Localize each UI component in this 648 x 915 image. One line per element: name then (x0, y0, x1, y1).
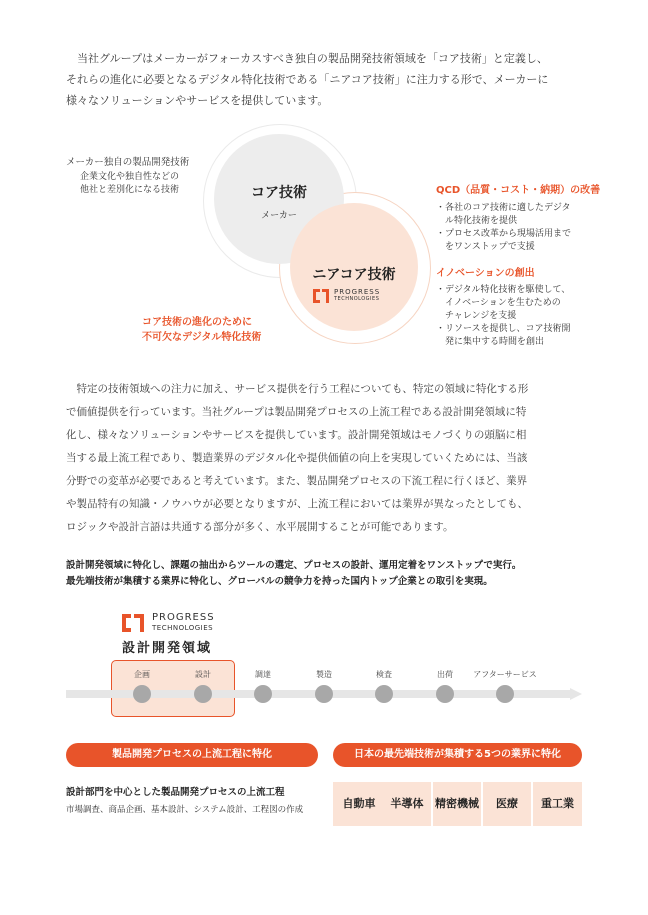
progress-logo-subtext: TECHNOLOGIES (334, 296, 380, 302)
body-line: 分野での変革が必要であると考えています。また、製品開発プロセスの下流工程に行くほど、業界 (66, 475, 528, 487)
step-label: 調達 (255, 670, 271, 679)
step-label: 設計 (195, 670, 211, 679)
body-paragraph (66, 378, 528, 539)
step-dot (194, 685, 212, 703)
intro-paragraph (66, 48, 548, 111)
step-dot (496, 685, 514, 703)
core-technology-diagram (0, 120, 648, 360)
intro-line: 様々なソリューションやサービスを提供しています。 (66, 94, 329, 107)
step-dot (133, 685, 151, 703)
step-label: 企画 (134, 670, 150, 679)
body-line: で価値提供を行っています。当社グループは製品開発プロセスの上流工程である設計開発領域に特 (66, 406, 527, 418)
qcd-line: ・プロセス改革から現場活用まで (436, 229, 572, 239)
industry-heavy: 重工業 (533, 782, 582, 826)
maker-desc-line: 企業文化や独自性などの (80, 172, 180, 182)
step-label: アフターサービス (473, 670, 537, 679)
qcd-list (436, 202, 571, 254)
maker-title: メーカー独自の製品開発技術 (66, 157, 190, 168)
innovation-line: チャレンジを支援 (436, 311, 517, 321)
qcd-title: QCD（品質・コスト・納期）の改善 (436, 185, 601, 196)
step-dot (436, 685, 454, 703)
body-line: 当する最上流工程であり、製造業界のデジタル化や提供価値の向上を実現していくためには、当該 (66, 452, 528, 464)
progress-logo-mark-icon (122, 614, 144, 632)
innovation-line: ・リソースを提供し、コア技術開 (436, 324, 571, 334)
innovation-list (436, 284, 571, 349)
process-flow (0, 660, 648, 720)
process-logo (122, 612, 242, 634)
qcd-line: ・各社のコア技術に適したデジタ (436, 203, 571, 213)
industry-automotive: 自動車 (333, 782, 385, 826)
innovation-line: イノベーションを生むための (436, 298, 561, 308)
progress-logo-mark-icon (313, 289, 329, 303)
step-dot (315, 685, 333, 703)
upstream-heading: 設計部門を中心とした製品開発プロセスの上流工程 (66, 787, 285, 798)
body-line: 化し、様々なソリューションやサービスを提供しています。設計開発領域はモノづくりの頭脳に相 (66, 429, 527, 441)
step-dot (254, 685, 272, 703)
body-line: ロジックや設計言語は共通する部分が多く、水平展開することが可能であります。 (66, 521, 454, 533)
industry-semiconductor: 半導体 (383, 782, 431, 826)
industries-pill: 日本の最先端技術が集積する5つの業界に特化 (333, 743, 582, 767)
qcd-line: をワンストップで支援 (436, 242, 535, 252)
summary-line: 設計開発領域に特化し、課題の抽出からツールの選定、プロセスの設計、運用定着をワンストップで実行。 (66, 560, 522, 571)
upstream-desc: 市場調査、商品企画、基本設計、システム設計、工程図の作成 (66, 805, 304, 815)
body-line: 特定の技術領域への注力に加え、サービス提供を行う工程についても、特定の領域に特化する形 (66, 383, 529, 395)
core-subtitle: メーカー (261, 211, 297, 221)
industry-medical: 医療 (483, 782, 531, 826)
innovation-line: 発に集中する時間を創出 (436, 337, 545, 347)
process-logo-text: PROGRESS (152, 612, 215, 623)
digital-tech-line: コア技術の進化のために (142, 317, 252, 328)
progress-logo-text: PROGRESS (334, 288, 381, 296)
progress-logo (313, 288, 403, 304)
industry-precision-machinery: 精密機械 (433, 782, 481, 826)
upstream-pill: 製品開発プロセスの上流工程に特化 (66, 743, 318, 767)
maker-desc (80, 171, 179, 197)
step-label: 出荷 (437, 670, 453, 679)
intro-line: 当社グループはメーカーがフォーカスすべき独自の製品開発技術領域を「コア技術」と定義し、 (66, 52, 548, 65)
digital-tech-line: 不可欠なデジタル特化技術 (142, 332, 262, 343)
process-arrow-head (570, 688, 582, 700)
innovation-line: ・デジタル特化技術を駆使して、 (436, 285, 571, 295)
process-title: 設計開発領域 (122, 641, 213, 656)
step-label: 製造 (316, 670, 332, 679)
summary (66, 558, 521, 590)
intro-line: それらの進化に必要となるデジタル特化技術である「ニアコア技術」に注力する形で、メーカーに (66, 73, 549, 86)
summary-line: 最先端技術が集積する業界に特化し、グローバルの競争力を持った国内トップ企業との取引を実現。 (66, 576, 493, 587)
step-dot (375, 685, 393, 703)
nearcore-title: ニアコア技術 (312, 267, 396, 283)
innovation-title: イノベーションの創出 (436, 268, 535, 279)
maker-desc-line: 他社と差別化になる技術 (80, 185, 180, 195)
qcd-line: ル特化技術を提供 (436, 216, 518, 226)
process-logo-subtext: TECHNOLOGIES (152, 624, 214, 632)
body-line: や製品特有の知識・ノウハウが必要となりますが、上流工程においては業界が異なったとしても、 (66, 498, 528, 510)
core-title: コア技術 (251, 185, 307, 201)
digital-tech-label (142, 315, 261, 345)
step-label: 検査 (376, 670, 392, 679)
